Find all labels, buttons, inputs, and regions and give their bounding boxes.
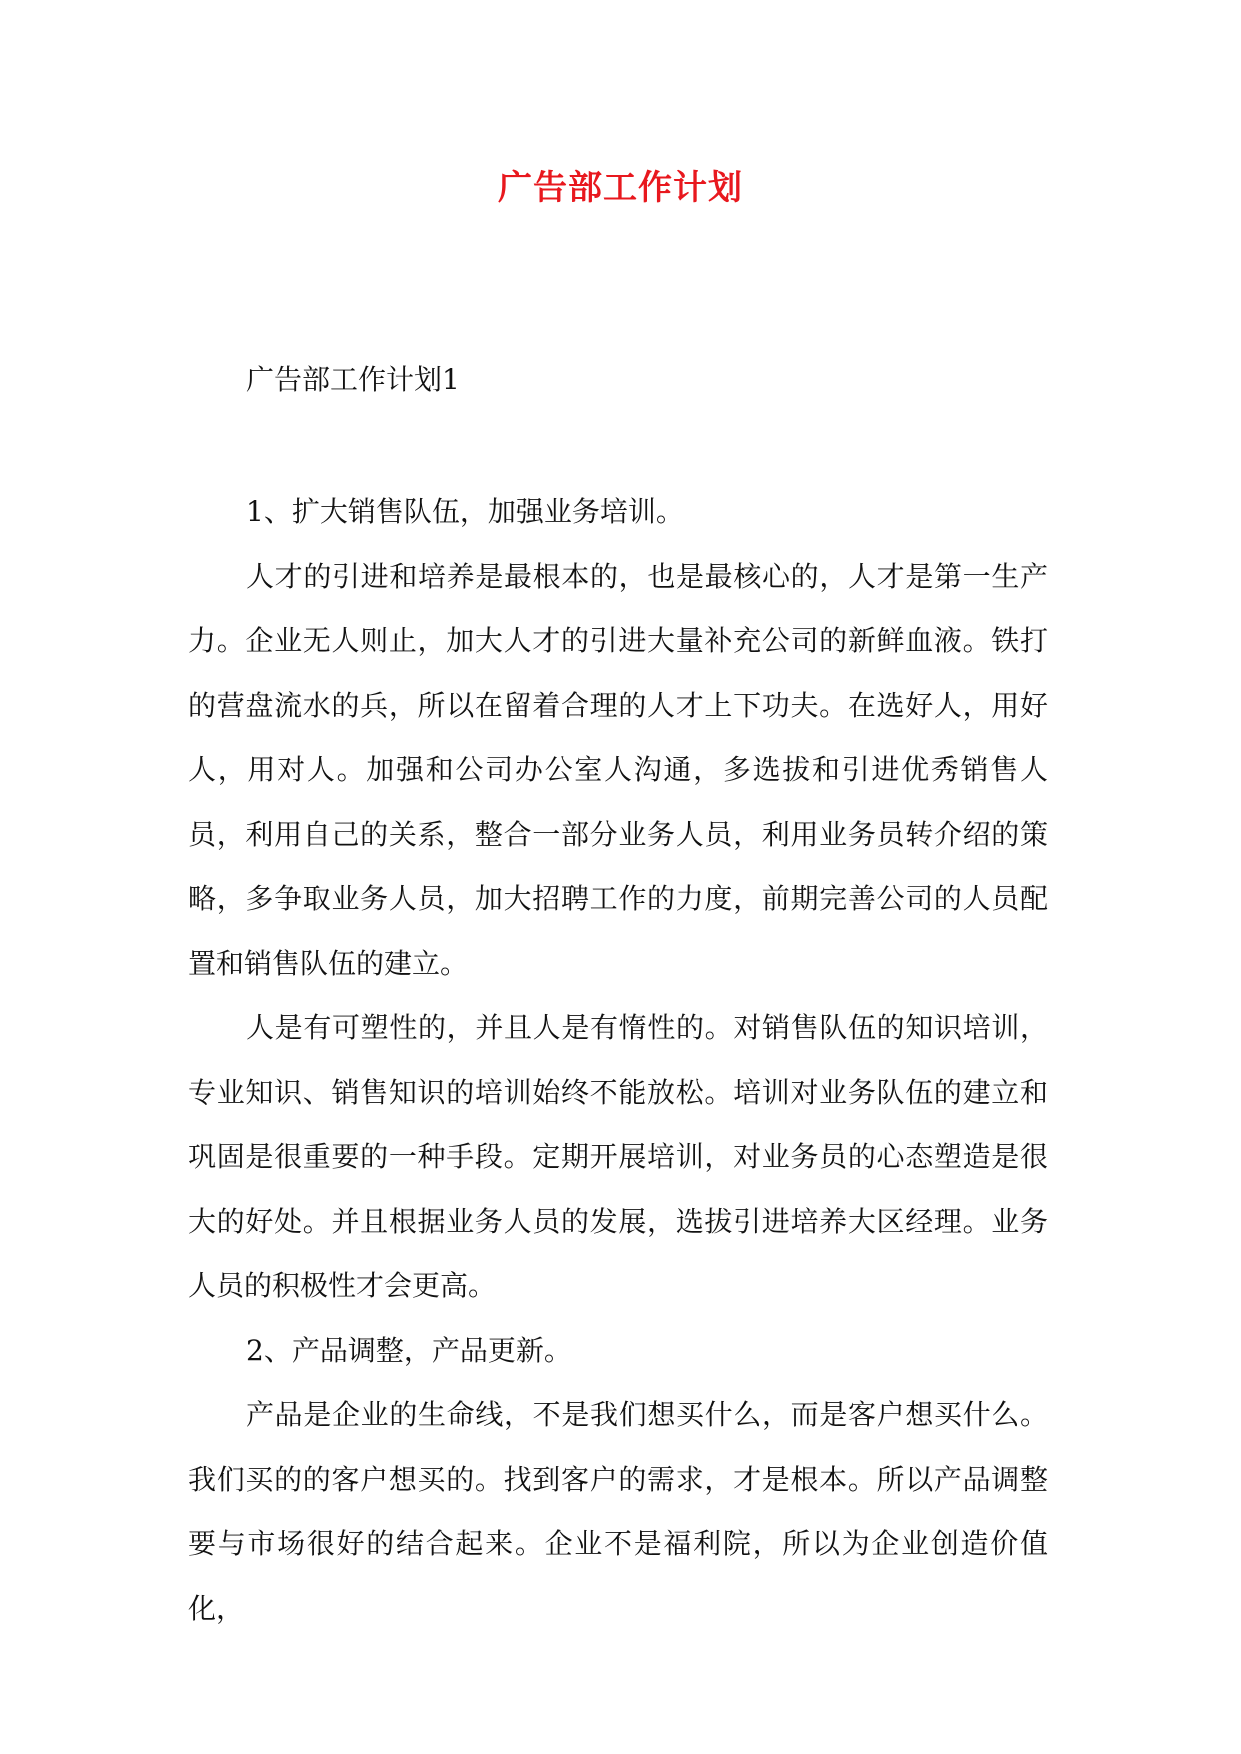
paragraph-2: 人才的引进和培养是最根本的，也是最核心的，人才是第一生产力。企业无人则止，加大人才的引进大量补充公司的新鲜血液。铁打的营盘流水的兵，所以在留着合理的人才上下功夫。在选好人，用好人，用对人。加强和公司办公室人沟通，多选拔和引进优秀销售人员，利用自己的关系，整合一部分业务人员，利用业务员转介绍的策略，多争取业务人员，加大招聘工作的力度，前期完善公司的人员配置和销售队伍的建立。 — [188, 559, 1048, 980]
paragraph-5: 产品是企业的生命线，不是我们想买什么，而是客户想买什么。我们买的的客户想买的。找到客户的需求，才是根本。所以产品调整要与市场很好的结合起来。企业不是福利院，所以为企业创造价值化， — [188, 1398, 1048, 1625]
paragraph-4: 2、产品调整，产品更新。 — [246, 1333, 572, 1367]
document-body — [188, 480, 1048, 1641]
section-heading: 广告部工作计划1 — [246, 363, 460, 396]
paragraph-3: 人是有可塑性的，并且人是有惰性的。对销售队伍的知识培训，专业知识、销售知识的培训始终不能放松。培训对业务队伍的建立和巩固是很重要的一种手段。定期开展培训，对业务员的心态塑造是很大的好处。并且根据业务人员的发展，选拔引进培养大区经理。业务人员的积极性才会更高。 — [188, 1011, 1048, 1302]
paragraph-1: 1、扩大销售队伍，加强业务培训。 — [246, 495, 684, 528]
document-title: 广告部工作计划 — [498, 168, 743, 208]
